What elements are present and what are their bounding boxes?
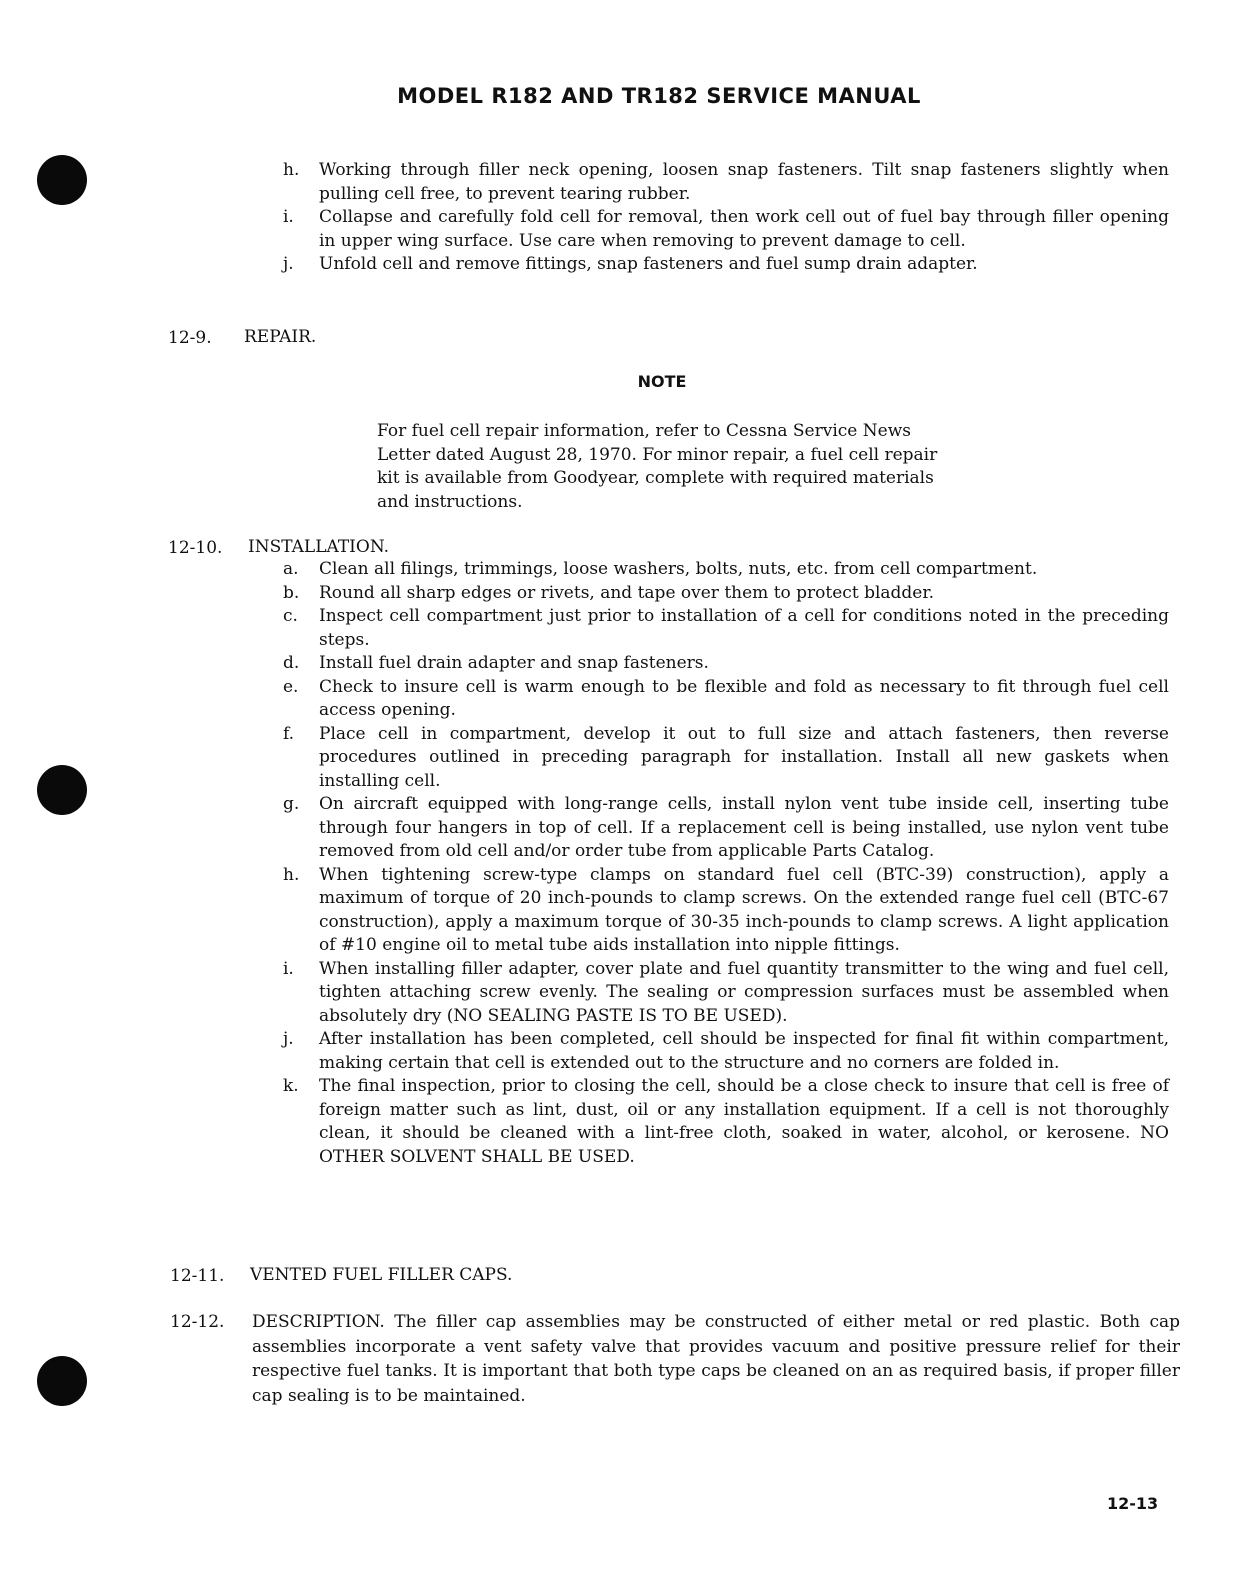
step-text: Unfold cell and remove fittings, snap fasteners and fuel sump drain adapter. [319,254,978,274]
list-item [283,864,1169,958]
description-paragraph: DESCRIPTION. The filler cap assemblies may be constructed of either metal or red plastic. Both cap assemblies incorporate a vent safety valve that provides vacuum and positive pressure relief for their respective fuel tanks. It is important that both type caps be cleaned on an as required basis, if proper filler cap sealing is to be maintained. [252,1312,1180,1406]
binder-hole [37,765,87,815]
list-item [283,206,1169,253]
installation-steps [283,558,1169,1169]
step-text: When tightening screw-type clamps on standard fuel cell (BTC-39) construction), apply a maximum of torque of 20 inch-pounds to clamp screws. On the extended range fuel cell (BTC-67 construction), apply a maximum torque of 30-35 inch-pounds to clamp screws. A light application of #10 engine oil to metal tube aids installation into nipple fittings. [319,864,1169,955]
list-item [283,676,1169,723]
step-text: When installing filler adapter, cover plate and fuel quantity transmitter to the wing and fuel cell, tighten attaching screw evenly. The sealing or compression surfaces must be assembled when absolutely dry (NO SEALING PASTE IS TO BE USED). [319,958,1169,1026]
section-title: INSTALLATION. [248,537,390,557]
step-letter: i. [283,207,294,227]
step-letter: c. [283,606,298,626]
note-heading: NOTE [637,372,687,391]
step-text: Inspect cell compartment just prior to installation of a cell for conditions noted in the preceding steps. [319,606,1169,650]
list-item [283,723,1169,794]
note-text: For fuel cell repair information, refer to Cessna Service News Letter dated August 28, 1970. For minor repair, a fuel cell repair kit is available from Goodyear, complete with required materials and instructions. [377,421,938,512]
step-letter: k. [283,1076,299,1096]
step-text: After installation has been completed, cell should be inspected for final fit within compartment, making certain that cell is extended out to the structure and no corners are folded in. [319,1029,1169,1073]
step-letter: b. [283,582,300,603]
section-number: 12-11. [170,1266,225,1286]
list-item [283,159,1169,206]
step-text: Place cell in compartment, develop it out to full size and attach fasteners, then reverse procedures outlined in preceding paragraph for installation. Install all new gaskets when installing cell. [319,723,1169,791]
step-text: Clean all filings, trimmings, loose washers, bolts, nuts, etc. from cell compartment. [319,559,1038,579]
step-letter: g. [283,794,300,814]
section-number: 12-9. [168,328,212,348]
binder-hole [37,1356,87,1406]
step-text: The final inspection, prior to closing the cell, should be a close check to insure that cell is free of foreign matter such as lint, dust, oil or any installation equipment. If a cell is not thoroughly clean, it should be cleaned with a lint-free cloth, soaked in water, alcohol, or kerosene. NO OTHER SOLVENT SHALL BE USED. [319,1076,1169,1167]
page-number: 12-13 [1107,1494,1159,1513]
step-letter: f. [283,723,295,744]
step-letter: e. [283,676,299,697]
list-item [283,605,1169,652]
step-text: Install fuel drain adapter and snap fasteners. [319,653,709,673]
step-text: Collapse and carefully fold cell for removal, then work cell out of fuel bay through filler opening in upper wing surface. Use care when removing to prevent damage to cell. [319,207,1169,251]
step-letter: i. [283,958,294,979]
removal-steps [283,159,1169,277]
section-number: 12-12. [170,1312,225,1332]
step-letter: h. [283,864,300,885]
list-item [283,958,1169,1029]
step-text: Round all sharp edges or rivets, and tape over them to protect bladder. [319,582,935,603]
list-item [283,253,1169,277]
step-text: On aircraft equipped with long-range cells, install nylon vent tube inside cell, inserting tube through four hangers in top of cell. If a replacement cell is being installed, use nylon vent tube removed from old cell and/or order tube from applicable Parts Catalog. [319,794,1169,861]
list-item [283,558,1169,582]
step-text: Working through filler neck opening, loosen snap fasteners. Tilt snap fasteners slightly when pulling cell free, to prevent tearing rubber. [319,160,1169,204]
step-letter: j. [283,254,294,274]
step-letter: a. [283,559,299,579]
list-item [283,1028,1169,1075]
page-title: MODEL R182 AND TR182 SERVICE MANUAL [397,84,921,108]
step-letter: j. [283,1029,294,1049]
section-title: REPAIR. [244,327,317,347]
list-item [283,582,1169,606]
list-item [283,1075,1169,1169]
binder-hole [37,155,87,205]
step-text: Check to insure cell is warm enough to be flexible and fold as necessary to fit through fuel cell access opening. [319,676,1169,720]
step-letter: h. [283,160,300,180]
list-item [283,652,1169,676]
section-number: 12-10. [168,538,223,558]
step-letter: d. [283,653,300,673]
list-item [283,793,1169,864]
section-title: VENTED FUEL FILLER CAPS. [250,1265,513,1285]
